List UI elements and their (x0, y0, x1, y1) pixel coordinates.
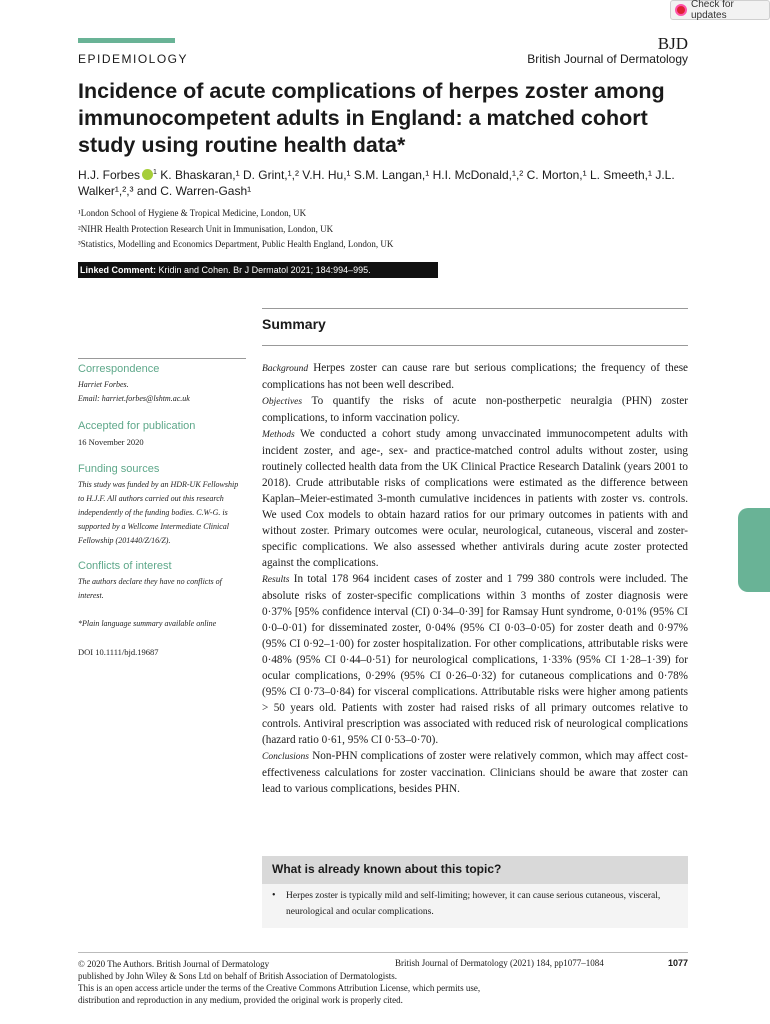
article-title: Incidence of acute complications of herpes zoster among immunocompetent adults in England: a matched cohort study using routine health data* (78, 79, 665, 157)
correspondence-heading: Correspondence (78, 363, 160, 375)
divider (78, 358, 246, 359)
affiliation-1: ¹London School of Hygiene & Tropical Medicine, London, UK (78, 208, 307, 218)
check-for-updates-label: Check for updates (691, 0, 734, 21)
conflicts-text: The authors declare they have no conflicts of interest. (78, 577, 222, 600)
affiliations (78, 206, 393, 253)
plain-language-note: *Plain language summary available online (78, 619, 217, 628)
correspondence-name: Harriet Forbes. (78, 380, 129, 389)
linked-comment[interactable] (78, 262, 438, 278)
other-authors: K. Bhaskaran,¹ D. Grint,¹,² V.H. Hu,¹ S.M. Langan,¹ H.I. McDonald,¹,² C. Morton,¹ L. Smeeth,¹ J.L. Walker¹,²,³ and C. Warren-Gash¹ (78, 168, 675, 198)
accepted-heading: Accepted for publication (78, 420, 196, 432)
known-topic-body (262, 884, 688, 928)
side-tab[interactable] (738, 508, 770, 592)
funding-heading: Funding sources (78, 463, 160, 475)
linked-comment-label: Linked Comment: (80, 265, 157, 275)
abstract-methods: Methods We conducted a cohort study among unvaccinated immunocompetent adults with incident zoster, and age-, sex- and practice-matched control adults without zoster, using routinely collected health data from the UK Clinical Practice Research Datalink (years 2001 to 2018). Crude attributable risks of complications were estimated as the difference between Kaplan–Meier-estimated 3-month cumulative incidences in patients with zoster vs. controls. We used Cox models to obtain hazard ratios for our primary outcomes in patients with and without zoster. Primary outcomes were ocular, neurological, cutaneous, visceral and zoster-specific complications. We also assessed whether antivirals during acute zoster protected against the complications. (262, 428, 688, 569)
known-topic-bullet: Herpes zoster is typically mild and self-limiting; however, it can cause serious cutaneous, visceral, neurological and ocular complications. (286, 891, 661, 917)
doi[interactable]: DOI 10.1111/bjd.19687 (78, 647, 159, 657)
citation: British Journal of Dermatology (2021) 184, pp1077–1084 (395, 958, 604, 968)
known-topic-box (262, 856, 688, 928)
summary-heading: Summary (262, 316, 326, 332)
bullet-icon: • (272, 890, 276, 901)
author-list: H.J. Forbes $^1$ K. Bhaskaran,¹ D. Grint,¹,² V.H. Hu,¹ S.M. Langan,¹ H.I. McDonald,¹,² C. Morton,¹ L. Smeeth,¹ J.L. Walker¹,²,³ and C. Warren-Gash¹ (78, 168, 675, 198)
orcid-icon[interactable] (142, 169, 153, 180)
divider (262, 308, 688, 309)
license-line: This is an open access article under the terms of the Creative Commons Attribution License, which permits use, (78, 983, 481, 993)
funding-text: This study was funded by an HDR-UK Fellowship to H.J.F. All authors carried out this research independently of the funding bodies. C.W-G. is supported by a Wellcome Intermediate Clinical Fellowship (201440/Z/16/Z). (78, 480, 239, 545)
license-line: distribution and reproduction in any medium, provided the original work is properly cited. (78, 995, 403, 1005)
accepted-date: 16 November 2020 (78, 437, 144, 447)
check-for-updates-button[interactable] (670, 0, 770, 20)
known-topic-heading: What is already known about this topic? (272, 862, 502, 876)
linked-comment-text[interactable]: Kridin and Cohen. Br J Dermatol 2021; 184:994–995. (158, 265, 371, 275)
affiliation-3: ³Statistics, Modelling and Economics Department, Public Health England, London, UK (78, 239, 394, 249)
affiliation-2: ²NIHR Health Protection Research Unit in Immunisation, London, UK (78, 223, 334, 234)
section-label: EPIDEMIOLOGY (78, 52, 189, 66)
crossmark-icon (675, 4, 687, 16)
section-bar (78, 38, 175, 43)
divider (78, 952, 688, 953)
journal-logo: BJD (657, 34, 688, 53)
copyright-line: © 2020 The Authors. British Journal of Dermatology (78, 959, 270, 969)
sidebar (78, 358, 246, 659)
abstract (262, 360, 688, 797)
abstract-conclusions: Conclusions Non-PHN complications of zoster were relatively common, which may affect cost-effectiveness calculations for zoster vaccination. Clinicians should be aware that zoster can lead to various complications, besides PHN. (262, 750, 688, 795)
page-number: 1077 (667, 958, 688, 968)
correspondence-email[interactable]: Email: harriet.forbes@lshtm.ac.uk (78, 394, 190, 403)
first-author: H.J. Forbes (78, 168, 141, 182)
publisher-line: published by John Wiley & Sons Ltd on behalf of British Association of Dermatologists. (78, 971, 397, 981)
abstract-results: Results In total 178 964 incident cases of zoster and 1 799 380 controls were included. The absolute risks of zoster-specific complications within 3 months of zoster diagnosis were 0·37% [95% confidence interval (CI) 0·34–0·39] for Ramsay Hunt syndrome, 0·01% (95% CI 0·0–0·01) for disseminated zoster, 0·04% (95% CI 0·03–0·05) for zoster death and 0·97% (95% CI 0·92–1·00) for zoster hospitalization. For other complications, attributable risks were 0·48% (95% CI 0·44–0·51) for neurological complications, 1·33% (95% CI 1·28–1·39) for ocular complications, 0·29% (95% CI 0·26–0·32) for cutaneous complications and 0·78% (95% CI 0·73–0·84) for visceral complications. Attributable risks were higher among patients > 50 years old. Patients with zoster had raised risks of all primary outcomes relative to controls. Antiviral prescription was associated with reduced risk of neurological complications (hazard ratio 0·61, 95% CI 0·53–0·70). (262, 573, 688, 746)
journal-name: British Journal of Dermatology (527, 52, 688, 66)
abstract-objectives: Objectives To quantify the risks of acute non-postherpetic neuralgia (PHN) zoster complications, to inform vaccination policy. (262, 395, 688, 424)
conflicts-heading: Conflicts of interest (78, 560, 172, 572)
abstract-background: Background Herpes zoster can cause rare but serious complications; the frequency of these complications has not been well described. (262, 362, 689, 391)
divider (262, 345, 688, 346)
